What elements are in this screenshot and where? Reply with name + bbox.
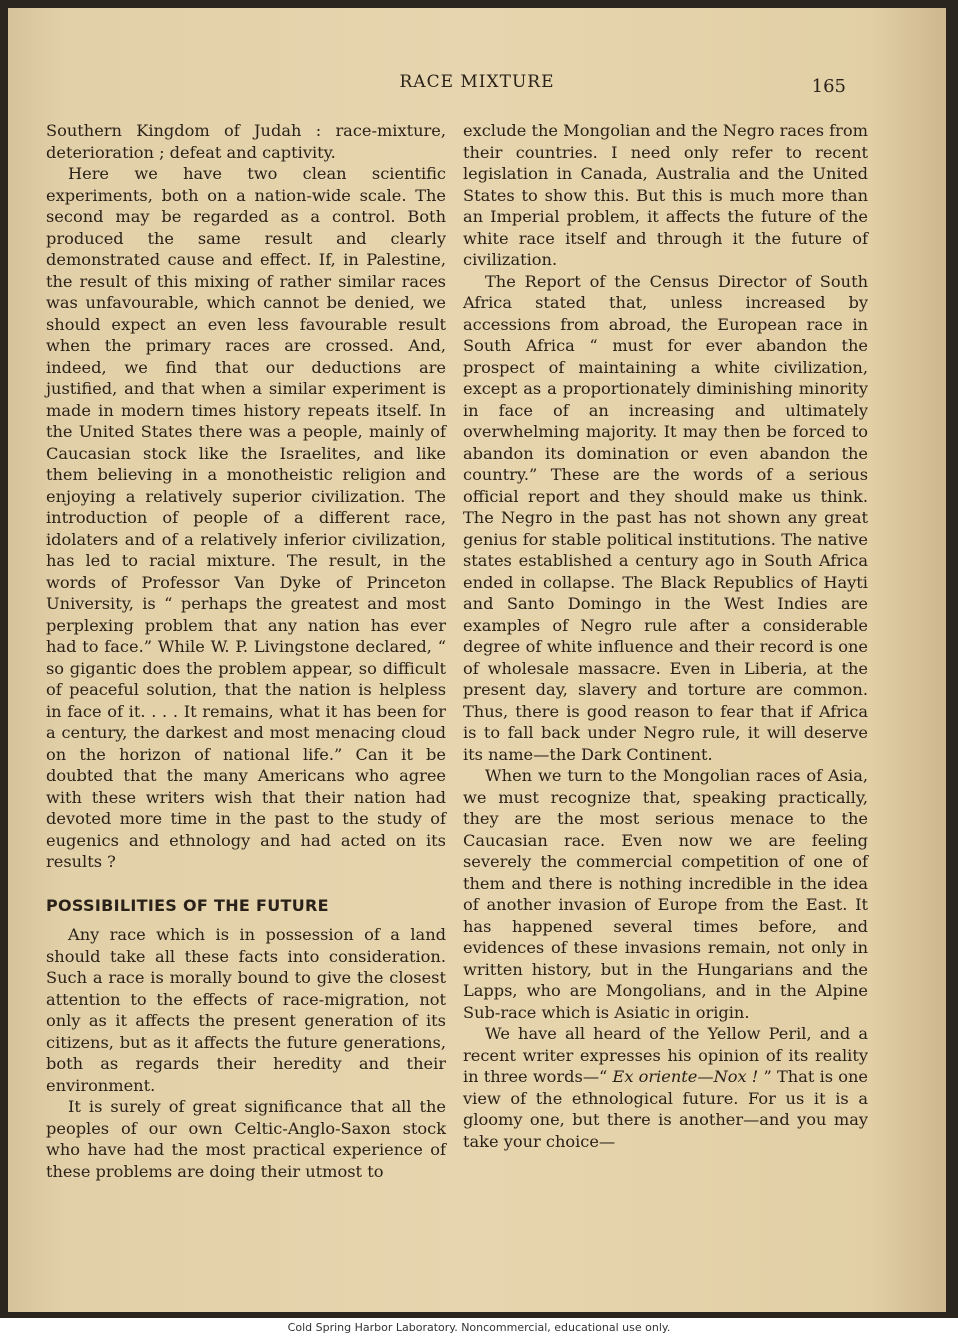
latin-phrase: Ex oriente—Nox !	[612, 1067, 759, 1086]
footer-credit: Cold Spring Harbor Laboratory. Noncommercial, educational use only.	[287, 1321, 671, 1334]
left-column	[46, 120, 446, 1182]
paragraph: It is surely of great significance that all the peoples of our own Celtic-Anglo-Saxon stock who have had the most practical experience of these problems are doing their utmost to	[46, 1097, 446, 1181]
page-number: 165	[811, 76, 846, 97]
paragraph	[463, 1023, 868, 1152]
book-page	[8, 8, 946, 1312]
section-heading: POSSIBILITIES OF THE FUTURE	[46, 895, 329, 915]
paragraph: The Report of the Census Director of South Africa stated that, unless increased by accessions from abroad, the European race in South Africa “ must for ever abandon the prospect of maintaining a white civilization, except as a proportionately diminishing minority in face of an increasing and ultimately overwhelming majority. It may then be forced to abandon its domination or even abandon the country.” These are the words of a serious official report and they should make us think. The Negro in the past has not shown any great genius for stable political institutions. The native states established a century ago in South Africa ended in collapse. The Black Republics of Hayti and Santo Domingo in the West Indies are examples of Negro rule after a considerable degree of white influence and their record is one of wholesale massacre. Even in Liberia, at the present day, slavery and torture are common. Thus, there is good reason to fear that if Africa is to fall back under Negro rule, it will deserve its name—the Dark Continent.	[463, 271, 868, 764]
paragraph: exclude the Mongolian and the Negro races from their countries. I need only refer to recent legislation in Canada, Australia and the United States to show this. But this is much more than an Imperial problem, it affects the future of the white race itself and through it the future of civilization.	[463, 121, 868, 269]
paragraph: Southern Kingdom of Judah : race-mixture, deterioration ; defeat and captivity.	[46, 121, 446, 162]
paragraph-text: We have all heard of the Yellow Peril, and a recent writer expresses his opinion of its reality in three words—“	[463, 1024, 868, 1086]
paragraph: Here we have two clean scientific experiments, both on a nation-wide scale. The second may be regarded as a control. Both produced the same result and clearly demonstrated cause and effect. If, in Palestine, the result of this mixing of rather similar races was unfavourable, which cannot be denied, we should expect an even less favourable result when the primary races are crossed. And, indeed, we find that our deductions are justified, and that when a similar experiment is made in modern times history repeats itself. In the United States there was a people, mainly of Caucasian stock like the Israelites, and like them believing in a monotheistic religion and enjoying a relatively superior civilization. The introduction of people of a different race, idolaters and of a relatively inferior civilization, has led to racial mixture. The result, in the words of Professor Van Dyke of Princeton University, is “ perhaps the greatest and most perplexing problem that any nation has ever had to face.” While W. P. Livingstone declared, “ so gigantic does the problem appear, so difficult of peaceful solution, that the nation is helpless in face of it. . . . It remains, what it has been for a century, the darkest and most menacing cloud on the horizon of national life.” Can it be doubted that the many Americans who agree with these writers wish that their nation had devoted more time in the past to the study of eugenics and ethnology and had acted on its results ?	[46, 164, 446, 871]
paragraph: When we turn to the Mongolian races of Asia, we must recognize that, speaking practically, they are the most serious menace to the Caucasian race. Even now we are feeling severely the commercial competition of one of them and there is nothing incredible in the idea of another invasion of Europe from the East. It has happened several times before, and evidences of these invasions remain, not only in written history, but in the Hungarians and the Lapps, who are Mongolians, and in the Alpine Sub-race which is Asiatic in origin.	[463, 766, 868, 1022]
running-title: RACE MIXTURE	[399, 72, 555, 92]
paragraph: Any race which is in possession of a land should take all these facts into consideration. Such a race is morally bound to give the closest attention to the effects of race-migration, not only as it affects the present generation of its citizens, but as it affects the future generations, both as regards their heredity and their environment.	[46, 925, 446, 1095]
right-column	[463, 120, 868, 1152]
paragraph-text: ” That is one view of the ethnological future. For us it is a gloomy one, but there is another—and you may take your choice—	[463, 1067, 868, 1151]
